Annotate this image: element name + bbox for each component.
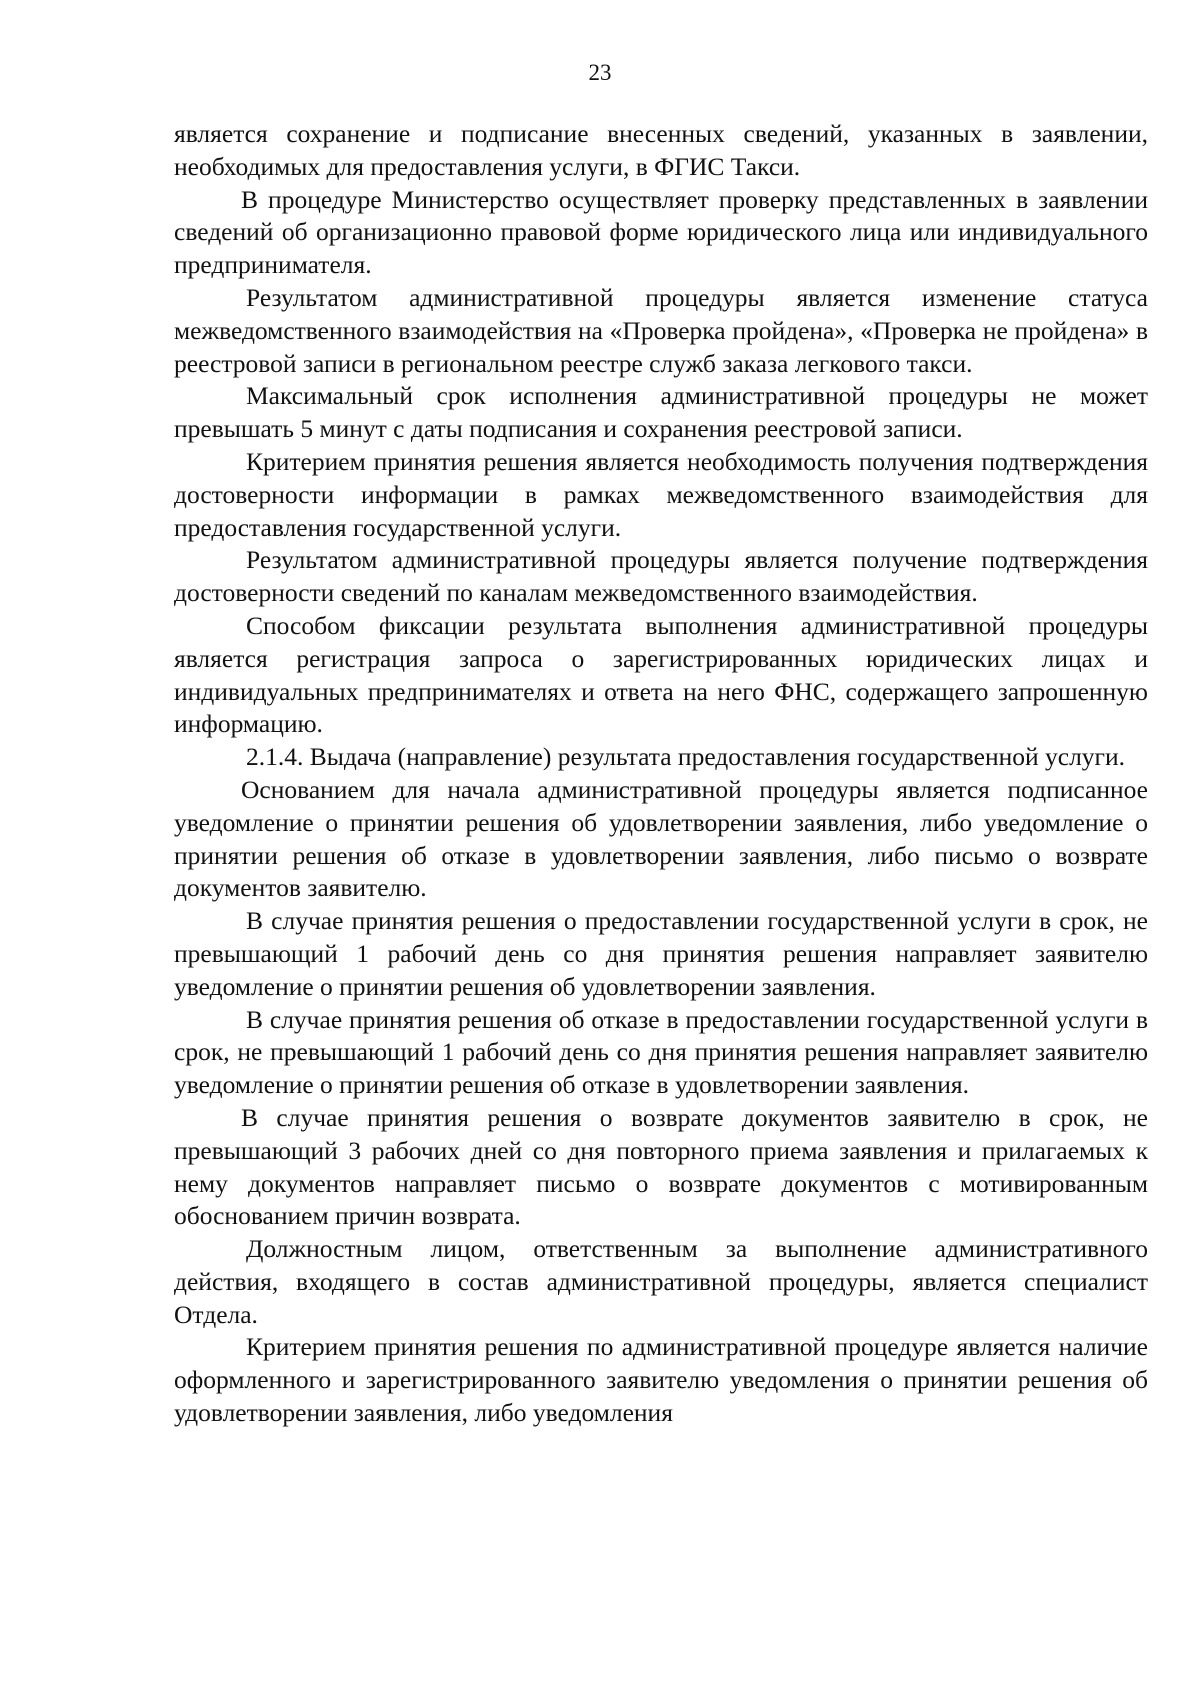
page-number: 23 [588, 60, 612, 85]
paragraph-decision-criterion: Критерием принятия решения является необходимость получения подтверждения достоверности информации в рамках межведомственного взаимодействия для предоставления государственной услуги. [174, 446, 1148, 542]
paragraph-procedure-check: В процедуре Министерство осуществляет проверку представленных в заявлении сведений об организационно правовой форме юридического лица или индивидуального предпринимателя. [174, 184, 1148, 280]
section-heading-2-1-4: 2.1.4. Выдача (направление) результата предоставления государственной услуги. [246, 742, 1126, 772]
paragraph-continuation: является сохранение и подписание внесенных сведений, указанных в заявлении, необходимых для предоставления услуги, в ФГИС Такси. [174, 119, 1148, 181]
paragraph-basis: Основанием для начала административной процедуры является подписанное уведомление о принятии решения об удовлетворении заявления, либо уведомление о принятии решения об отказе в удовлетворении заявления, либо письмо о возврате документов заявителю. [174, 774, 1148, 903]
paragraph-final-criterion: Критерием принятия решения по административной процедуре является наличие оформленного и зарегистрированного заявителю уведомления о принятии решения об удовлетворении заявления, либо уведомления [174, 1332, 1148, 1428]
document-body [174, 118, 1148, 1430]
paragraph-refusal-case: В случае принятия решения об отказе в предоставлении государственной услуги в срок, не превышающий 1 рабочий день со дня принятия решения направляет заявителю уведомление о принятии решения об отказе в удовлетворении заявления. [174, 1004, 1148, 1100]
paragraph-result-confirmation: Результатом административной процедуры является получение подтверждения достоверности сведений по каналам межведомственного взаимодействия. [174, 545, 1148, 608]
paragraph-max-duration: Максимальный срок исполнения административной процедуры не может превышать 5 минут с даты подписания и сохранения реестровой записи. [174, 381, 1148, 444]
paragraph-result-status: Результатом административной процедуры является изменение статуса межведомственного взаимодействия на «Проверка пройдена», «Проверка не пройдена» в реестровой записи в региональном реестре служб заказа легкового такси. [174, 282, 1148, 378]
paragraph-return-case: В случае принятия решения о возврате документов заявителю в срок, не превышающий 3 рабочих дней со дня повторного приема заявления и прилагаемых к нему документов направляет письмо о возврате документов с мотивированным обоснованием причин возврата. [174, 1102, 1148, 1231]
paragraph-responsible-official: Должностным лицом, ответственным за выполнение административного действия, входящего в состав административной процедуры, является специалист Отдела. [174, 1234, 1148, 1329]
paragraph-approval-case: В случае принятия решения о предоставлении государственной услуги в срок, не превышающий 1 рабочий день со дня принятия решения направляет заявителю уведомление о принятии решения об удовлетворении заявления. [174, 906, 1148, 1001]
paragraph-fixation-method: Способом фиксации результата выполнения административной процедуры является регистрация запроса о зарегистрированных юридических лицах и индивидуальных предпринимателях и ответа на него ФНС, содержащего запрошенную информацию. [174, 610, 1148, 739]
